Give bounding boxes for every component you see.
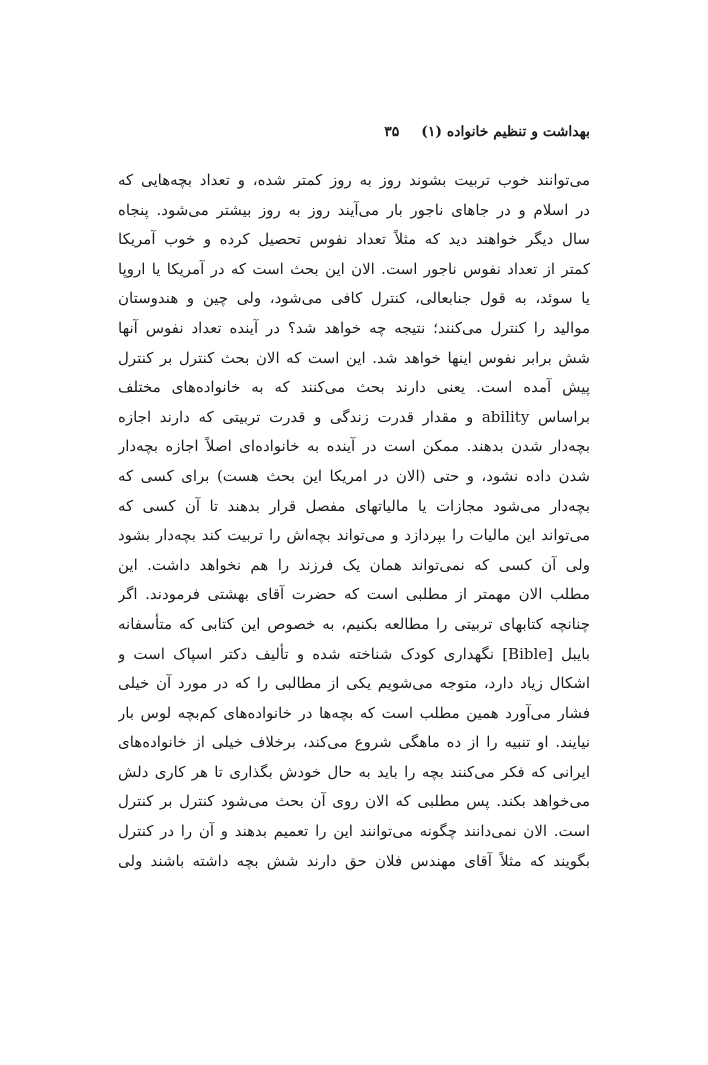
text-line: موالید را کنترل می‌کنند؛ نتیجه چه خواهد شد؟ در آینده تعداد نفوس آنها xyxy=(118,318,590,337)
text-line: چنانچه کتابهای تربیتی را مطالعه بکنیم، به خصوص این کتابی که متأسفانه xyxy=(118,614,590,633)
running-head xyxy=(118,122,590,142)
text-line: بایبل [Bible] نگهداری کودک شناخته شده و تألیف دکتر اسپاک است و xyxy=(118,644,590,663)
text-line: ولی آن کسی که نمی‌تواند همان یک فرزند را هم نخواهد داشت. این xyxy=(118,555,590,574)
text-line: نیایند. او تنبیه را از ده ماهگی شروع می‌کند، برخلاف خیلی از خانواده‌های xyxy=(118,733,590,752)
page-number: ۳۵ xyxy=(384,124,400,140)
text-line: بگویند که مثلاً آقای مهندس فلان حق دارند شش بچه داشته باشند ولی xyxy=(118,851,590,870)
text-line: است. الان نمی‌دانند چگونه می‌توانند این را تعمیم بدهند و آن را در کنترل xyxy=(118,822,590,841)
text-line: ایرانی که فکر می‌کنند بچه را باید به حال خودش بگذاری تا هر کاری دلش xyxy=(118,762,590,781)
text-line: اشکال زیاد دارد، متوجه می‌شویم یکی از مطالبی را که در مورد آن خیلی xyxy=(118,674,590,693)
text-line: می‌تواند این مالیات را بپردازد و می‌تواند بچه‌اش را تربیت کند بچه‌دار بشود xyxy=(118,526,590,545)
text-line: براساس ability و مقدار قدرت زندگی و قدرت تربیتی که دارند اجازه xyxy=(118,407,590,426)
text-line: بچه‌دار می‌شود مجازات یا مالیاتهای مفصل قرار بدهند تا آن کسی که xyxy=(118,496,590,515)
text-line: در اسلام و در جاهای ناجور بار می‌آیند روز به روز بیشتر می‌شود. پنجاه xyxy=(118,200,590,219)
text-line: مطلب الان مهمتر از مطلبی است که حضرت آقای بهشتی فرمودند. اگر xyxy=(118,585,590,604)
text-line: یا سوئد، به قول جنابعالی، کنترل کافی می‌شود، ولی چین و هندوستان xyxy=(118,289,590,308)
text-line: می‌خواهد بکند. پس مطلبی که الان روی آن بحث می‌شود کنترل بر کنترل xyxy=(118,792,590,811)
text-line: شدن داده نشود، و حتی (الان در امریکا این بحث هست) برای کسی که xyxy=(118,466,590,485)
text-line: فشار می‌آورد همین مطلب است که بچه‌ها در خانواده‌های کم‌بچه لوس بار xyxy=(118,703,590,722)
text-line: بچه‌دار شدن بدهند. ممکن است در آینده به خانواده‌ای اصلاً اجازه بچه‌دار xyxy=(118,437,590,456)
body-text xyxy=(118,166,590,876)
text-line: کمتر از تعداد نفوس ناجور است. الان این بحث است که در آمریکا یا اروپا xyxy=(118,259,590,278)
chapter-title: بهداشت و تنظیم خانواده (۱) xyxy=(421,124,590,140)
text-line: می‌توانند خوب تربیت بشوند روز به روز کمتر شده، و تعداد بچه‌هایی که xyxy=(118,171,590,189)
text-line: شش برابر نفوس اینها خواهد شد. این است که الان بحث کنترل بر کنترل xyxy=(118,348,590,367)
text-line: سال دیگر خواهند دید که مثلاً تعداد نفوس تحصیل کرده و خوب آمریکا xyxy=(118,230,590,249)
text-line: پیش آمده است. یعنی دارند بحث می‌کنند که به خانواده‌های مختلف xyxy=(118,378,590,397)
